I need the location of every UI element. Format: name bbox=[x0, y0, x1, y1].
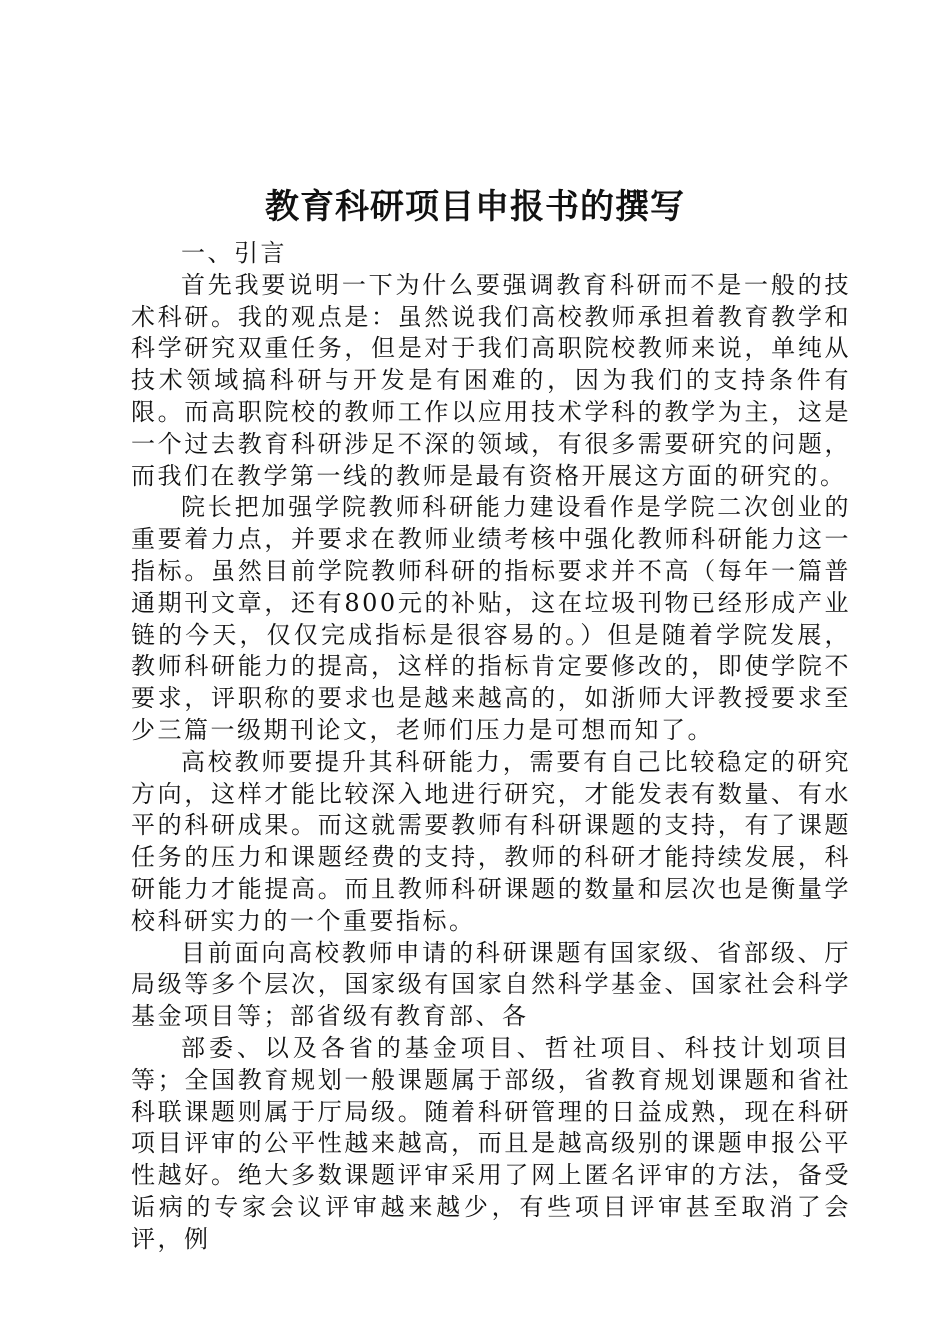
paragraph: 院长把加强学院教师科研能力建设看作是学院二次创业的重要着力点，并要求在教师业绩考核中强化教师科研能力这一指标。虽然目前学院教师科研的指标要求并不高（每年一篇普通期刊文章，还有800元的补贴，这在垃圾刊物已经形成产业链的今天，仅仅完成指标是很容易的。）但是随着学院发展，教师科研能力的提高，这样的指标肯定要修改的，即使学院不要求，评职称的要求也是越来越高的，如浙师大评教授要求至少三篇一级期刊论文，老师们压力是可想而知了。 bbox=[131, 493, 851, 744]
paragraph: 首先我要说明一下为什么要强调教育科研而不是一般的技术科研。我的观点是：虽然说我们高校教师承担着教育教学和科学研究双重任务，但是对于我们高职院校教师来说，单纯从技术领域搞科研与开发是有困难的，因为我们的支持条件有限。而高职院校的教师工作以应用技术学科的教学为主，这是一个过去教育科研涉足不深的领域，有很多需要研究的问题，而我们在教学第一线的教师是最有资格开展这方面的研究的。 bbox=[131, 270, 851, 490]
document-body bbox=[131, 238, 851, 1256]
paragraph: 目前面向高校教师申请的科研课题有国家级、省部级、厅局级等多个层次，国家级有国家自然科学基金、国家社会科学基金项目等；部省级有教育部、各 bbox=[131, 938, 851, 1031]
paragraph: 高校教师要提升其科研能力，需要有自己比较稳定的研究方向，这样才能比较深入地进行研究，才能发表有数量、有水平的科研成果。而这就需要教师有科研课题的支持，有了课题任务的压力和课题经费的支持，教师的科研才能持续发展，科研能力才能提高。而且教师科研课题的数量和层次也是衡量学校科研实力的一个重要指标。 bbox=[131, 747, 851, 935]
section-heading: 一、引言 bbox=[181, 239, 287, 267]
paragraph: 部委、以及各省的基金项目、哲社项目、科技计划项目等；全国教育规划一般课题属于部级，省教育规划课题和省社科联课题则属于厅局级。随着科研管理的日益成熟，现在科研项目评审的公平性越来越高，而且是越高级别的课题申报公平性越好。绝大多数课题评审采用了网上匿名评审的方法，备受诟病的专家会议评审越来越少，有些项目评审甚至取消了会评，例 bbox=[131, 1033, 851, 1253]
document-title: 教育科研项目申报书的撰写 bbox=[265, 187, 685, 227]
